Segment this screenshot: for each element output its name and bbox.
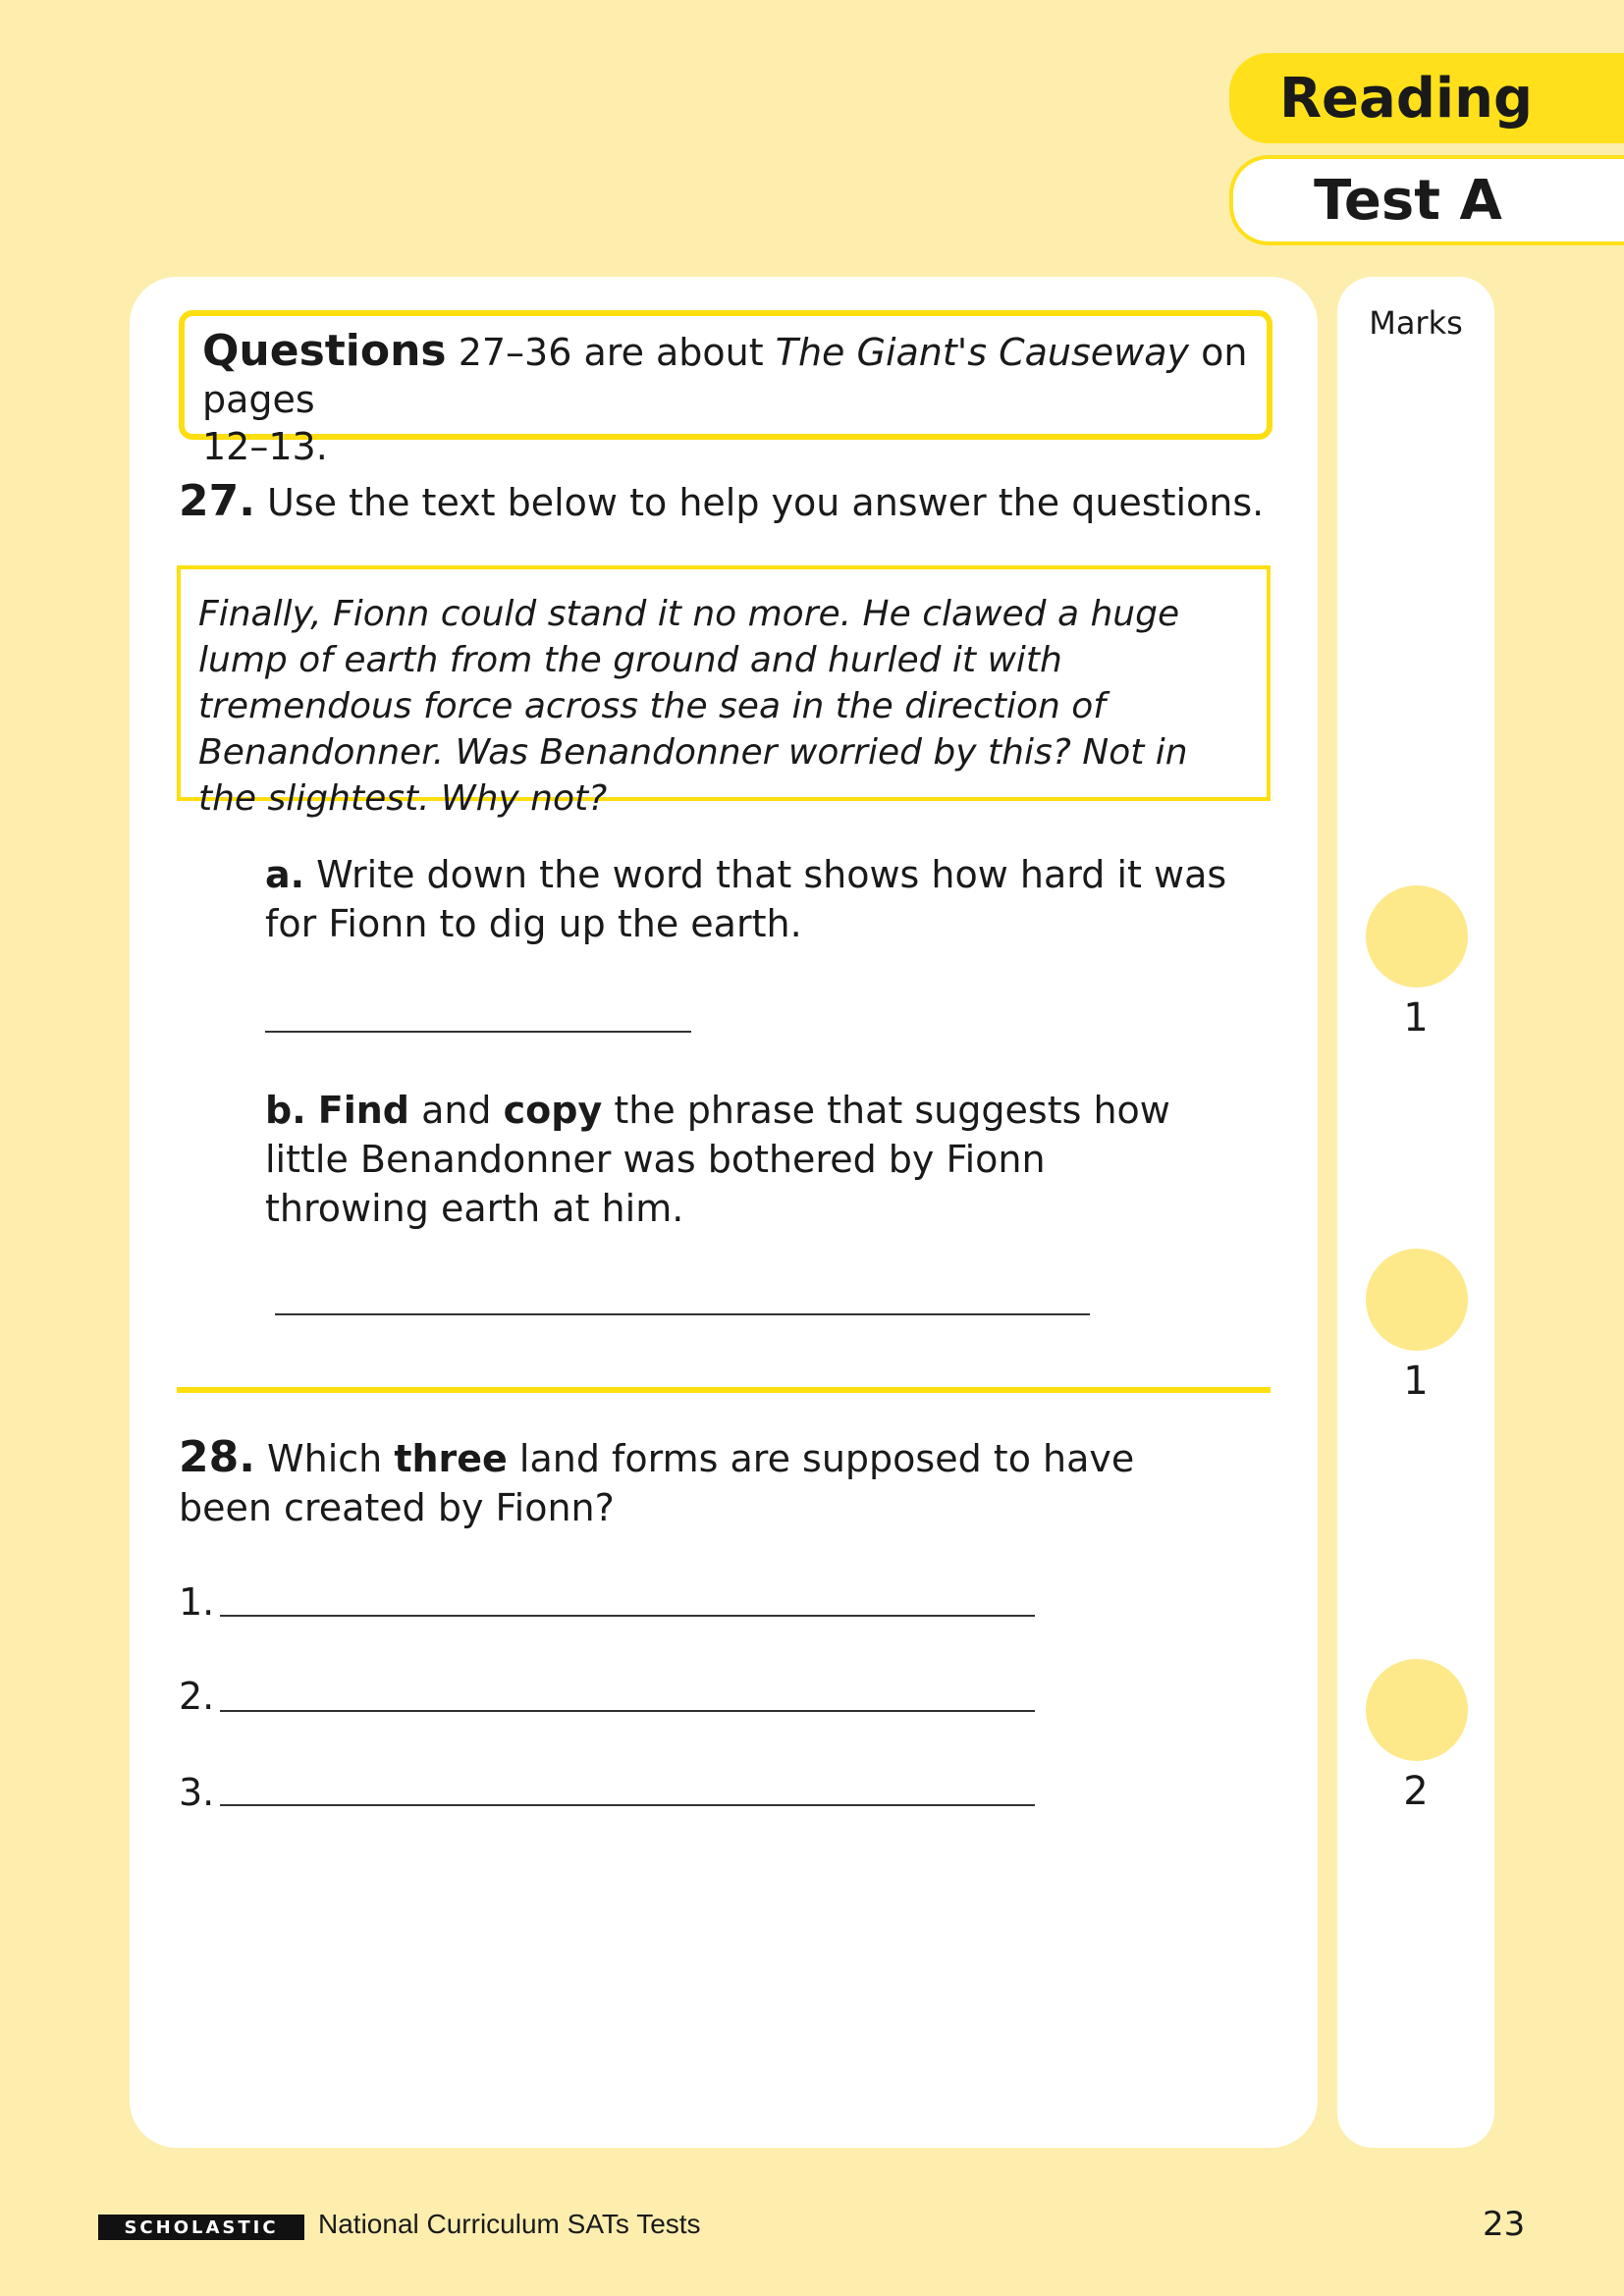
- answer-label-3: 3.: [179, 1771, 215, 1814]
- question-28-text-post: land forms are supposed to have been created by Fionn?: [179, 1437, 1135, 1529]
- answer-line-28-2[interactable]: [220, 1710, 1035, 1712]
- quote-box: Finally, Fionn could stand it no more. He clawed a huge lump of earth from the ground and hurled it with tremendous force across the sea in the direction of Benandonner. Was Benandonner worried by this? Not in the slightest. Why not?: [177, 565, 1271, 801]
- mark-value-27a: 1: [1403, 995, 1429, 1041]
- intro-pages: 12–13.: [202, 425, 328, 468]
- intro-box: [179, 310, 1272, 468]
- answer-label-2: 2.: [179, 1675, 215, 1718]
- footer-series: National Curriculum SATs Tests: [318, 2209, 701, 2239]
- answer-line-27b[interactable]: [275, 1313, 1090, 1315]
- mark-box-27a[interactable]: [1366, 885, 1468, 988]
- question-27-text: Use the text below to help you answer the questions.: [254, 481, 1265, 524]
- marks-label: Marks: [1369, 304, 1463, 342]
- mark-box-28[interactable]: [1366, 1659, 1468, 1761]
- intro-suffix: on pages: [202, 331, 1248, 421]
- answer-label-1: 1.: [179, 1580, 215, 1624]
- question-27b-label: b.: [265, 1089, 306, 1132]
- question-28: [179, 1433, 1219, 1532]
- mark-value-27b: 1: [1403, 1359, 1429, 1404]
- question-27b-text: the phrase that suggests how little Benandonner was bothered by Fionn throwing earth at him.: [265, 1089, 1170, 1230]
- question-27a-text: Write down the word that shows how hard it was for Fionn to dig up the earth.: [265, 853, 1227, 945]
- question-27b-and: and: [408, 1089, 504, 1132]
- publisher-logo: SCHOLASTIC: [98, 2215, 304, 2240]
- question-28-number: 28.: [179, 1432, 255, 1482]
- subject-title: Reading: [1278, 66, 1534, 131]
- subject-tab: [1229, 53, 1624, 143]
- mark-box-27b[interactable]: [1366, 1249, 1468, 1351]
- mark-value-28: 2: [1403, 1769, 1429, 1814]
- question-27: [179, 477, 1264, 527]
- question-27b-find: Find: [317, 1089, 409, 1132]
- intro-title: The Giant's Causeway: [775, 331, 1190, 374]
- question-28-text-pre: Which: [254, 1437, 395, 1480]
- question-27b-copy: copy: [503, 1089, 603, 1132]
- question-28-text-bold: three: [394, 1437, 508, 1480]
- answer-line-27a[interactable]: [265, 1031, 691, 1033]
- question-27a: [265, 850, 1247, 948]
- question-27-number: 27.: [179, 476, 255, 526]
- question-27a-label: a.: [265, 853, 305, 896]
- marks-panel: [1337, 277, 1494, 2148]
- intro-range: 27–36 are about: [446, 331, 776, 374]
- section-divider: [177, 1387, 1271, 1393]
- question-27b: [265, 1086, 1208, 1233]
- test-title: Test A: [1314, 168, 1502, 233]
- answer-line-28-1[interactable]: [220, 1615, 1035, 1617]
- intro-prefix: Questions: [202, 326, 447, 376]
- page-number: 23: [1483, 2205, 1526, 2244]
- test-tab: [1229, 155, 1624, 245]
- answer-line-28-3[interactable]: [220, 1804, 1035, 1806]
